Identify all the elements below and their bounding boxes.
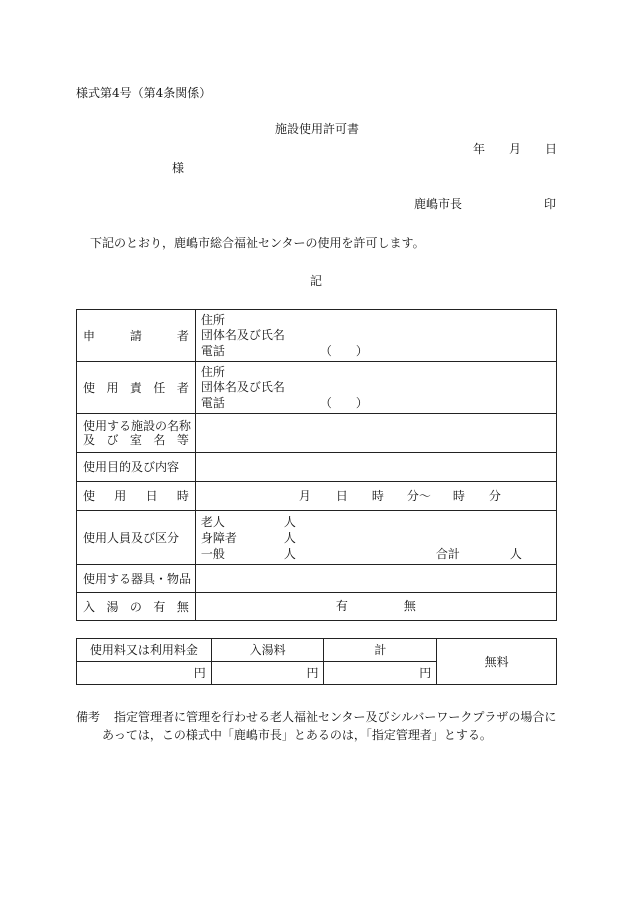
fee-free-label: 無料 [437, 639, 557, 685]
applicant-phone-label: 電話 [200, 344, 225, 358]
note-label: 備考 [76, 710, 101, 724]
row-equipment [77, 565, 557, 593]
manager-address-label: 住所 [200, 365, 225, 379]
fee-header-row [77, 639, 557, 662]
date-month: 月 [509, 142, 522, 156]
applicant-field[interactable] [195, 310, 556, 362]
facility-field[interactable] [195, 414, 556, 453]
datetime-min1: 分〜 [406, 489, 431, 503]
purpose-field[interactable] [195, 453, 556, 482]
fee-header-usage: 使用料又は利用料金 [77, 639, 212, 662]
bath-label: 入 湯 の 有 無 [77, 593, 196, 621]
equipment-label: 使用する器具・物品 [77, 565, 196, 593]
manager-phone-paren: （ ） [319, 396, 368, 410]
addressee-suffix: 様 [172, 161, 185, 175]
main-table [76, 309, 557, 621]
document-title: 施設使用許可書 [275, 122, 360, 136]
fee-usage-value[interactable]: 円 [77, 662, 212, 685]
people-field[interactable] [195, 511, 556, 565]
bath-field[interactable] [195, 593, 556, 621]
purpose-label: 使用目的及び内容 [77, 453, 196, 482]
date-day: 日 [545, 142, 558, 156]
people-total-unit: 人 [509, 547, 522, 561]
manager-phone-label: 電話 [200, 396, 225, 410]
row-facility [77, 414, 557, 453]
note-line1: 指定管理者に管理を行わせる老人福祉センター及びシルバーワークプラザの場合に [114, 710, 557, 724]
fee-bath-value[interactable]: 円 [211, 662, 324, 685]
equipment-field[interactable] [195, 565, 556, 593]
row-manager [77, 362, 557, 414]
fee-table [76, 638, 557, 685]
datetime-month: 月 [298, 489, 311, 503]
bath-no-option[interactable]: 無 [403, 599, 416, 613]
row-bath [77, 593, 557, 621]
form-number: 様式第4号（第4条関係） [76, 86, 212, 100]
applicant-org-label: 団体名及び氏名 [200, 328, 285, 342]
row-applicant [77, 310, 557, 362]
people-disabled-label: 身障者 [200, 531, 237, 545]
people-elderly-unit: 人 [283, 515, 296, 529]
datetime-hour1: 時 [371, 489, 384, 503]
datetime-label: 使 用 日 時 [77, 482, 196, 511]
fee-header-total: 計 [324, 639, 437, 662]
row-people [77, 511, 557, 565]
issuer-name: 鹿嶋市長 [414, 197, 463, 211]
body-text: 下記のとおり，鹿嶋市総合福祉センターの使用を許可します。 [90, 236, 425, 250]
row-datetime [77, 482, 557, 511]
manager-label: 使 用 責 任 者 [77, 362, 196, 414]
datetime-field[interactable] [195, 482, 556, 511]
applicant-phone-paren: （ ） [319, 344, 368, 358]
people-elderly-label: 老人 [200, 515, 225, 529]
applicant-label: 申 請 者 [77, 310, 196, 362]
facility-label: 使用する施設の名称 及 び 室 名 等 [77, 414, 196, 453]
fee-total-value[interactable]: 円 [324, 662, 437, 685]
people-disabled-unit: 人 [283, 531, 296, 545]
people-general-label: 一般 [200, 547, 225, 561]
date-year: 年 [473, 142, 486, 156]
datetime-min2: 分 [488, 489, 501, 503]
note-line2: あっては，この様式中「鹿嶋市長」とあるのは，「指定管理者」とする。 [102, 728, 492, 742]
bath-yes-option[interactable]: 有 [335, 599, 348, 613]
people-total-label: 合計 [435, 547, 460, 561]
row-purpose [77, 453, 557, 482]
seal-mark: 印 [544, 197, 557, 211]
applicant-address-label: 住所 [200, 313, 225, 327]
datetime-day: 日 [335, 489, 348, 503]
fee-header-bath: 入湯料 [211, 639, 324, 662]
people-label: 使用人員及び区分 [77, 511, 196, 565]
people-general-unit: 人 [283, 547, 296, 561]
ki-heading: 記 [310, 274, 323, 288]
datetime-hour2: 時 [452, 489, 465, 503]
manager-field[interactable] [195, 362, 556, 414]
manager-org-label: 団体名及び氏名 [200, 380, 285, 394]
